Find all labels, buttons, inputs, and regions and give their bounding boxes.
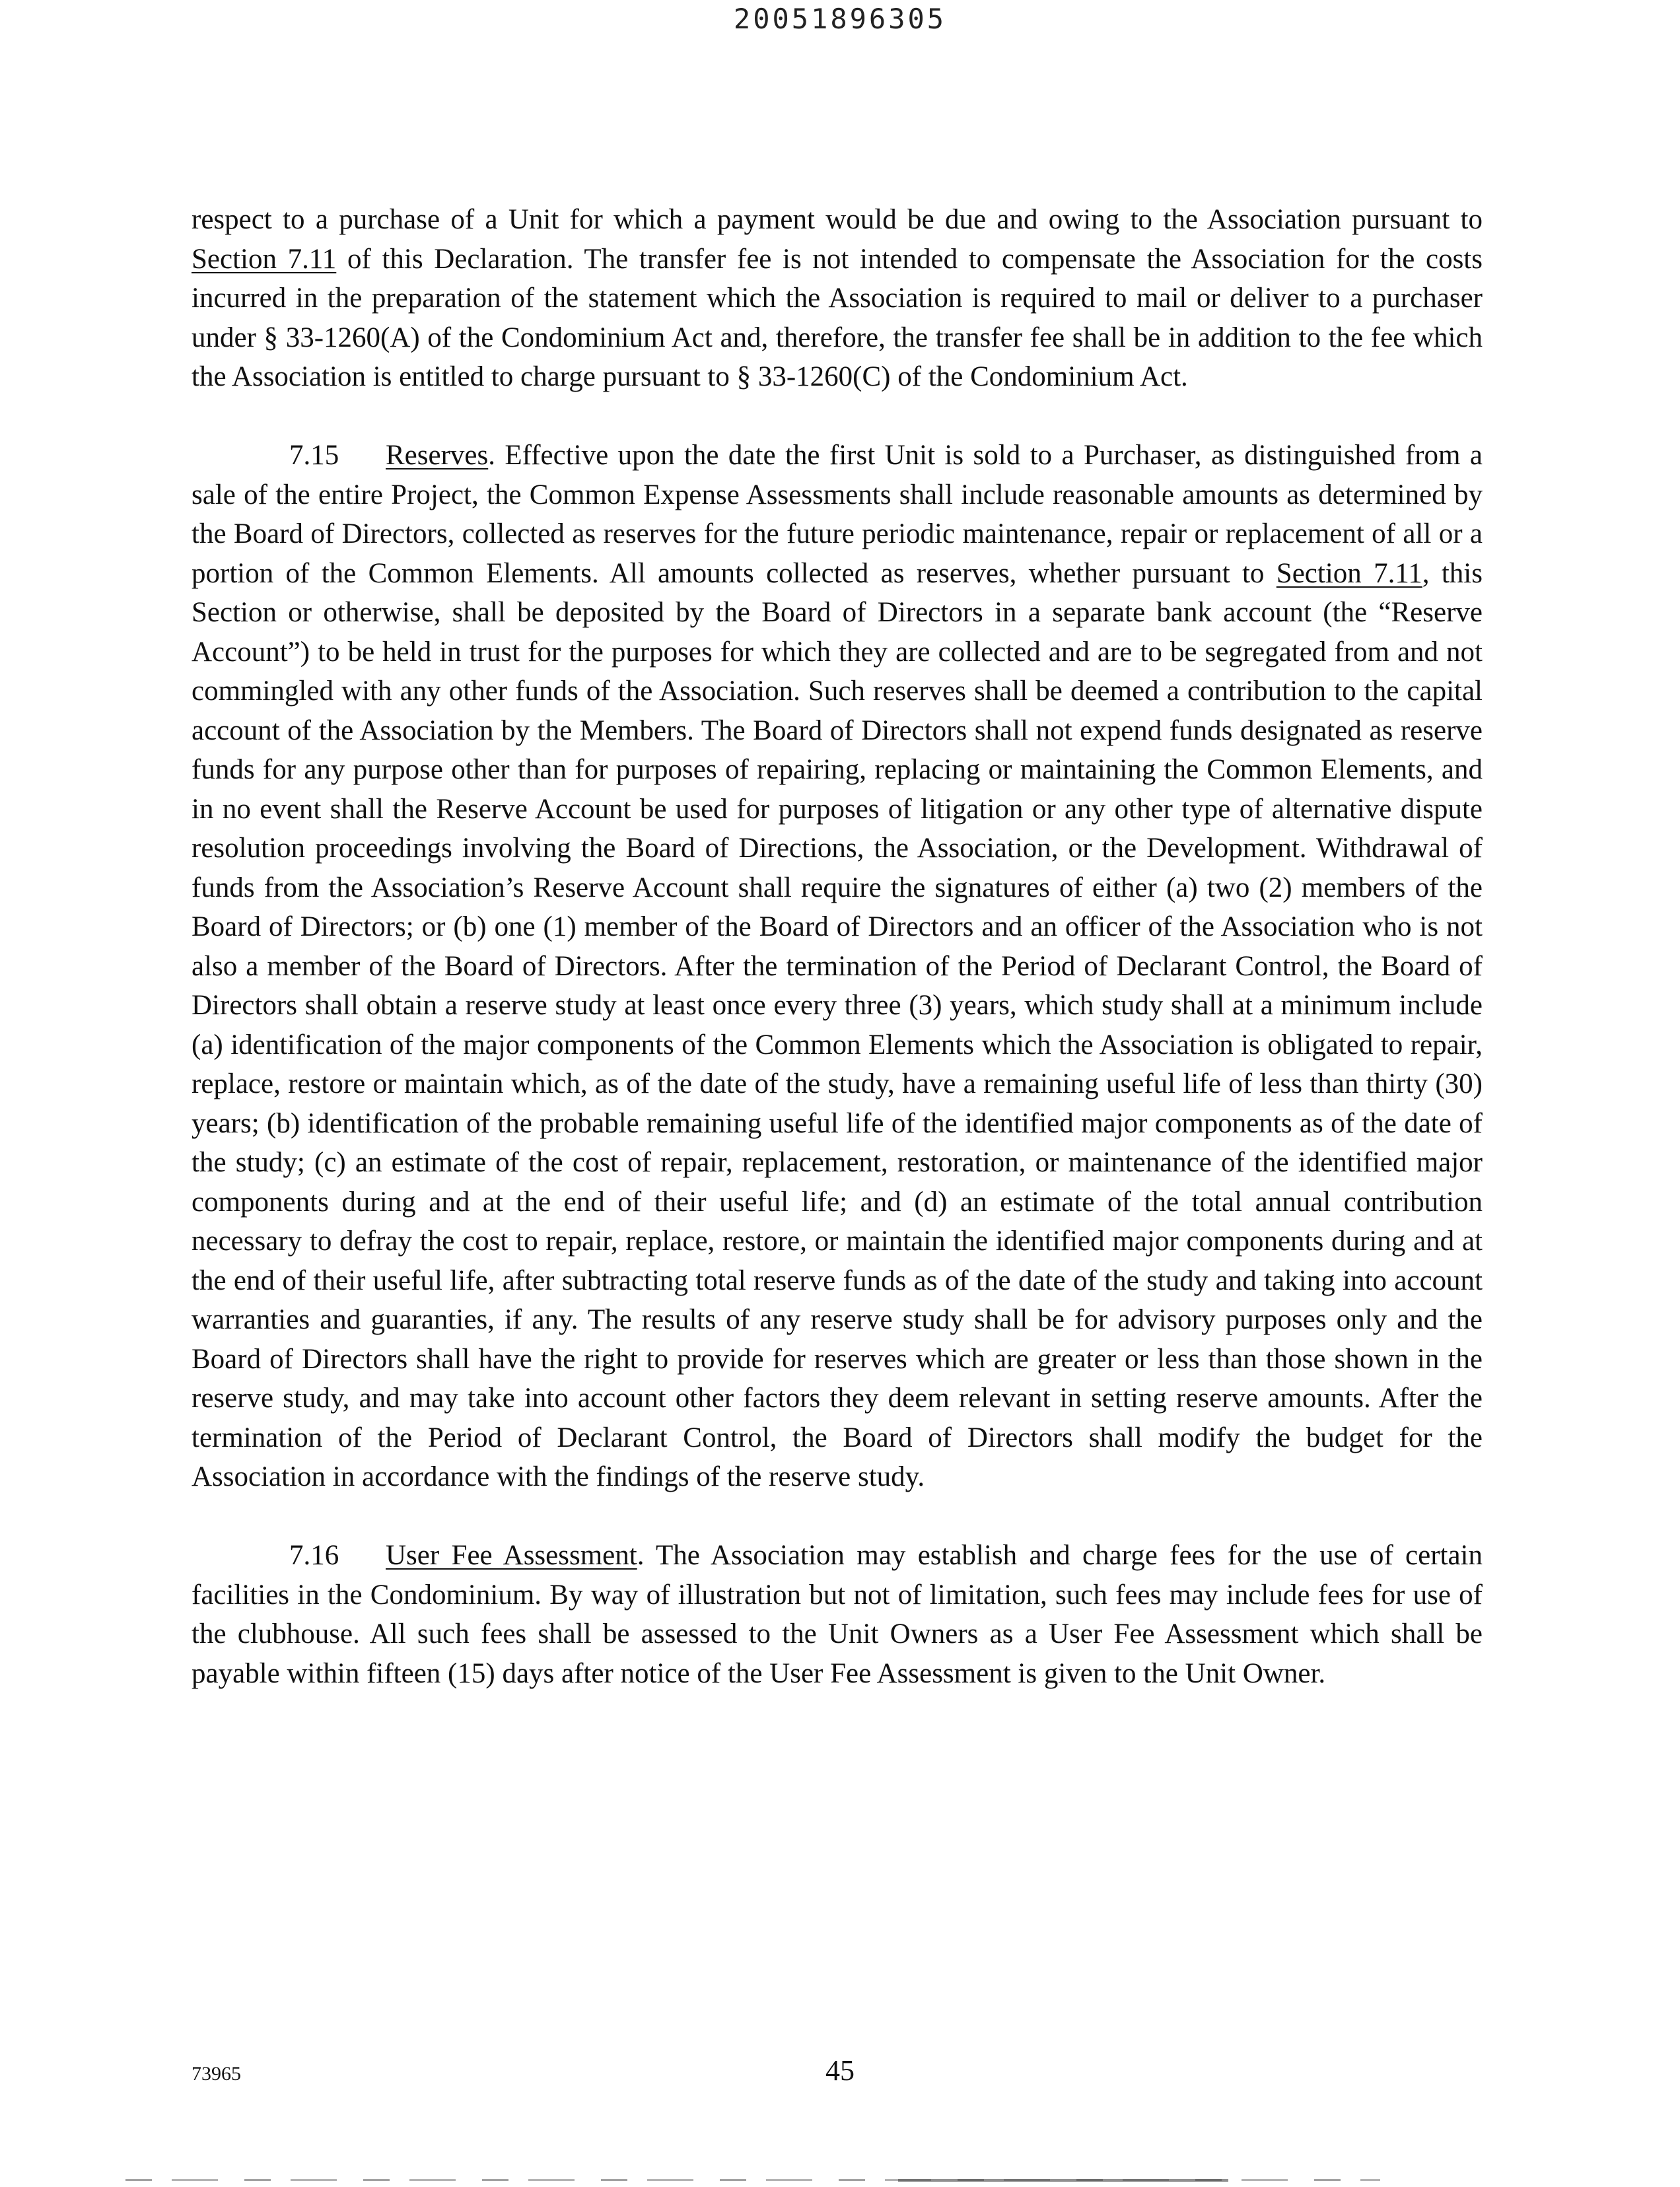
page-number: 45: [825, 2054, 855, 2087]
section-heading: User Fee Assessment: [386, 1540, 637, 1571]
section-heading: Reserves: [386, 440, 489, 471]
paragraph-text: of this Declaration. The transfer fee is not intended to compensate the Association for the costs incurred in the preparation of the statement which the Association is required to mail or deliver to a purchaser under § 33-1260(A) of the Condominium Act and, therefore, the transfer fee shall be in addition to the fee which the Association is entitled to charge pursuant to § 33-1260(C) of the Condominium Act.: [192, 243, 1483, 392]
paragraph-text: . The Association may establish and charge fees for the use of certain facilities in the Condominium. By way of illustration but not of limitation, such fees may include fees for use of the clubhouse. All such fees shall be assessed to the Unit Owners as a User Fee Assessment which shall be payable within fifteen (15) days after notice of the User Fee Assessment is given to the Unit Owner.: [192, 1540, 1483, 1689]
scan-artifact-line: [898, 2179, 1228, 2182]
section-7-16: [192, 1536, 1483, 1693]
section-number: 7.16: [289, 1540, 339, 1571]
footer-document-number: 73965: [192, 2063, 241, 2085]
paragraph-continuation: [192, 200, 1483, 397]
section-number: 7.15: [289, 440, 339, 471]
section-reference: Section 7.11: [192, 243, 337, 275]
section-reference: Section 7.11: [1276, 557, 1422, 589]
paragraph-text: . Effective upon the date the first Unit is sold to a Purchaser, as distinguished from a sale of the entire Project, the Common Expense Assessments shall include reasonable amounts as determined by the Board of Directors, collected as reserves for the future periodic maintenance, repair or replacement of all or a portion of the Common Elements. All amounts collected as reserves, whether pursuant to: [192, 440, 1483, 589]
document-id-header: 20051896305: [733, 3, 947, 35]
paragraph-text: , this Section or otherwise, shall be deposited by the Board of Directors in a separate bank account (the “Reserve Account”) to be held in trust for the purposes for which they are collected and are to be segregated from and not commingled with any other funds of the Association. Such reserves shall be deemed a contribution to the capital account of the Association by the Members. The Board of Directors shall not expend funds designated as reserve funds for any purpose other than for purposes of repairing, replacing or maintaining the Common Elements, and in no event shall the Reserve Account be used for purposes of litigation or any other type of alternative dispute resolution proceedings involving the Board of Directions, the Association, or the Development. Withdrawal of funds from the Association’s Reserve Account shall require the signatures of either (a) two (2) members of the Board of Directors; or (b) one (1) member of the Board of Directors and an officer of the Association who is not also a member of the Board of Directors. After the termination of the Period of Declarant Control, the Board of Directors shall obtain a reserve study at least once every three (3) years, which study shall at a minimum include (a) identification of the major components of the Common Elements which the Association is obligated to repair, replace, restore or maintain which, as of the date of the study, have a remaining useful life of less than thirty (30) years; (b) identification of the probable remaining useful life of the identified major components as of the date of the study; (c) an estimate of the cost of repair, replacement, restoration, or maintenance of the identified major components during and at the end of their useful life; and (d) an estimate of the total annual contribution necessary to defray the cost to repair, replace, restore, or maintain the identified major components during and at the end of their useful life, after subtracting total reserve funds as of the date of the study and taking into account warranties and guaranties, if any. The results of any reserve study shall be for advisory purposes only and the Board of Directors shall have the right to provide for reserves which are greater or less than those shown in the reserve study, and may take into account other factors they deem relevant in setting reserve amounts. After the termination of the Period of Declarant Control, the Board of Directors shall modify the budget for the Association in accordance with the findings of the reserve study.: [192, 557, 1483, 1492]
document-body: [192, 200, 1483, 1693]
paragraph-text: respect to a purchase of a Unit for which a payment would be due and owing to the Association pursuant to: [192, 204, 1483, 235]
section-7-15: [192, 436, 1483, 1497]
